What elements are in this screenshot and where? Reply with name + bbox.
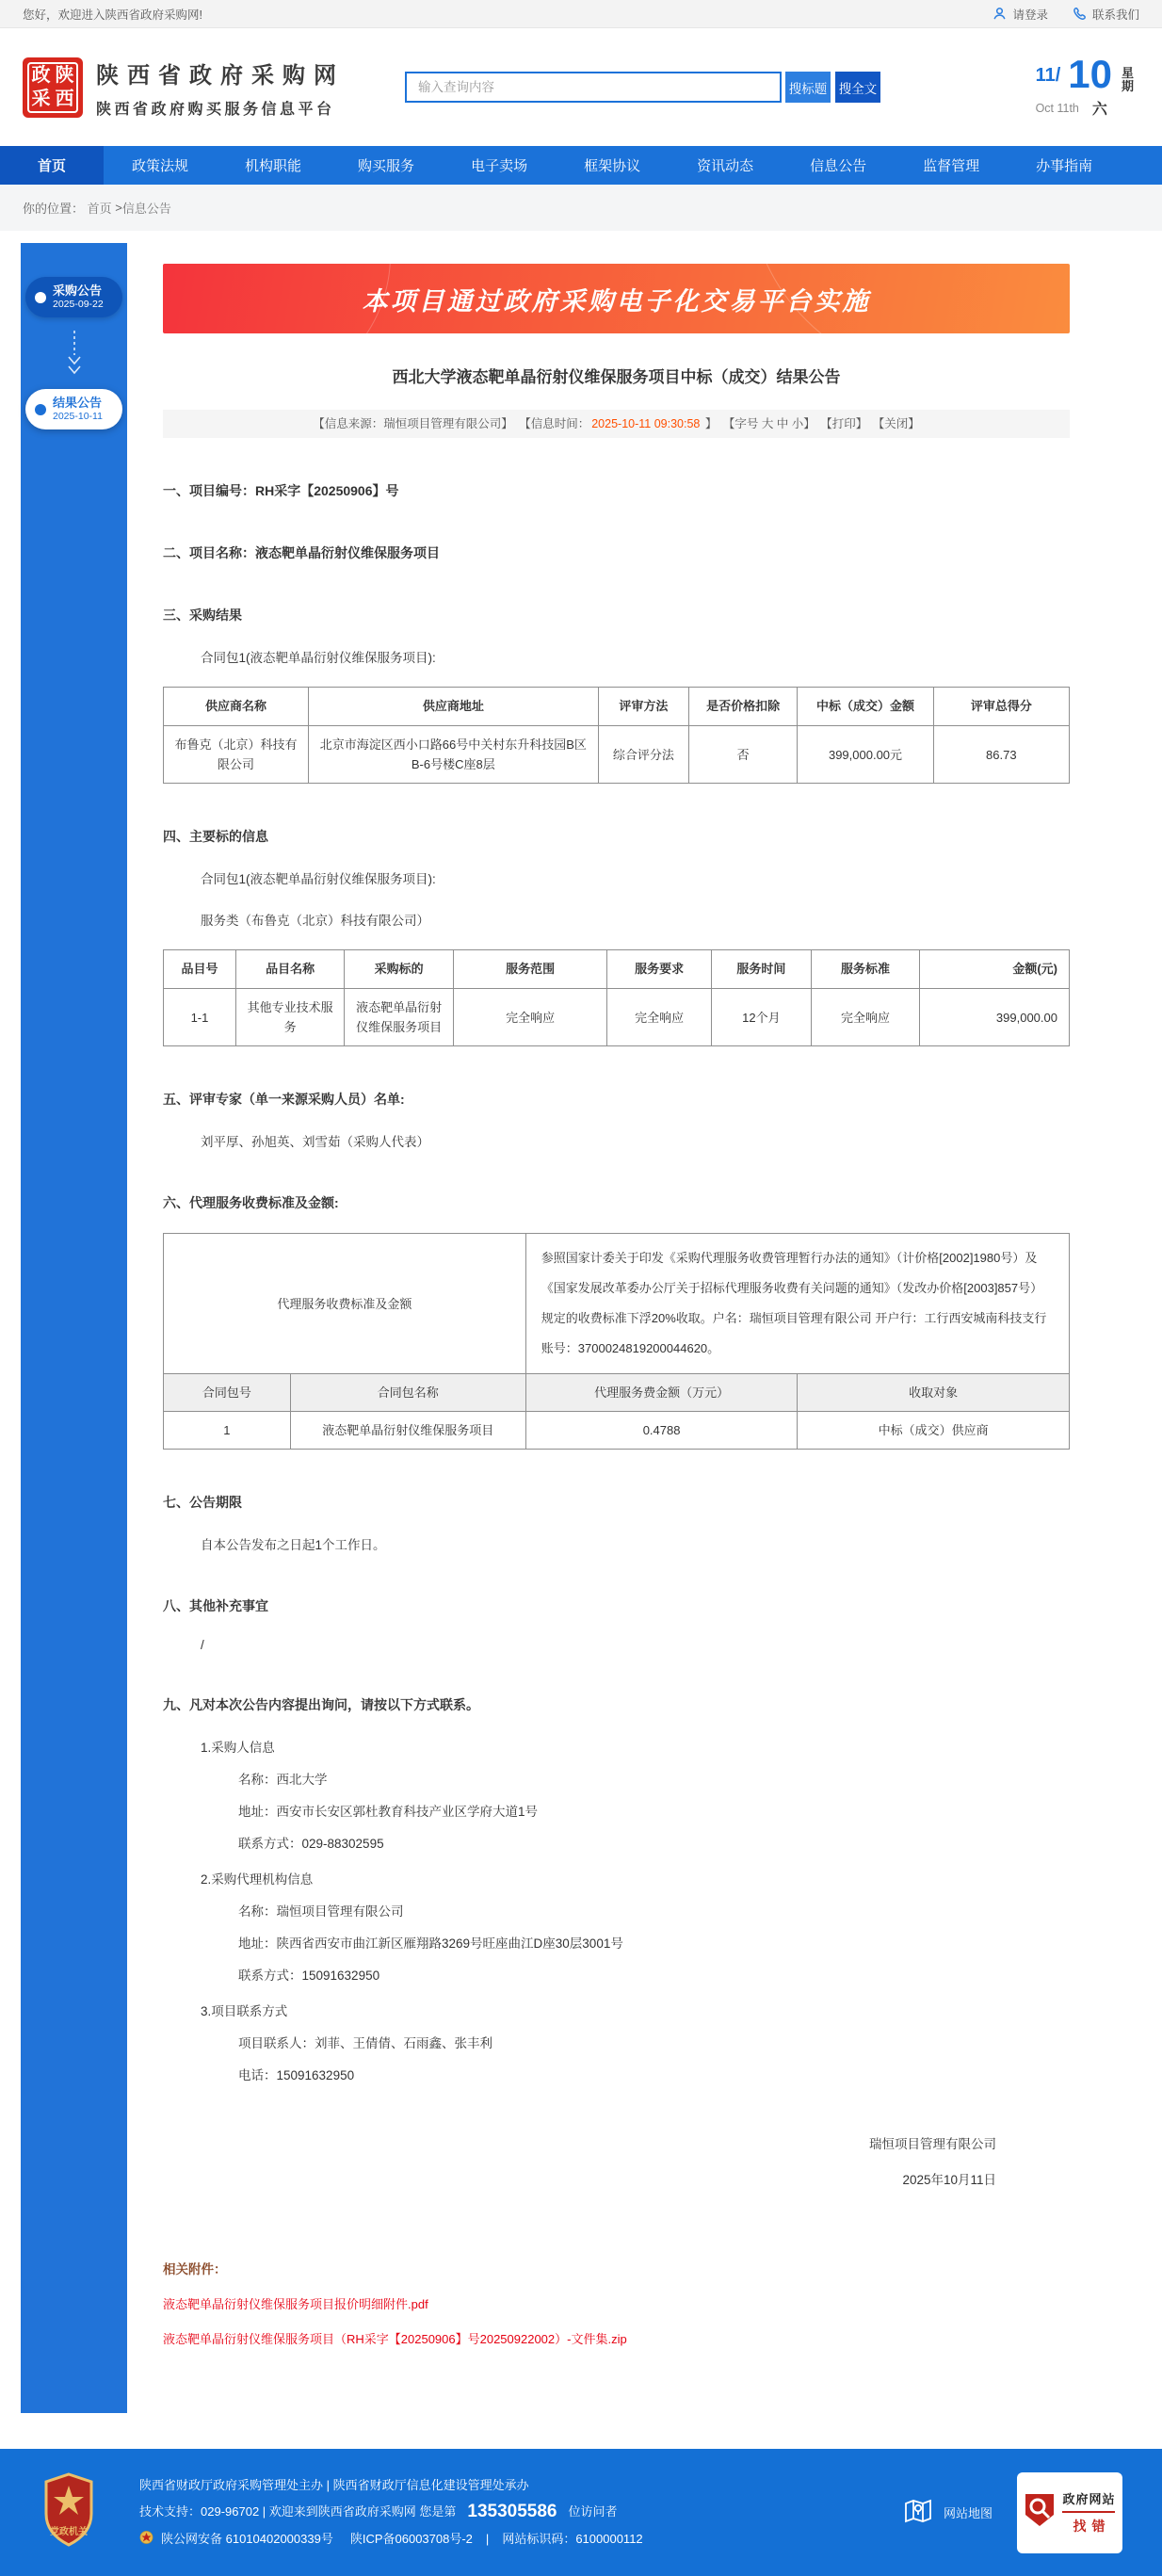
main-nav	[0, 146, 1162, 185]
section-1-project-number: 一、项目编号：RH采字【20250906】号	[163, 483, 399, 498]
fee-label-cell: 代理服务收费标准及金额	[164, 1234, 526, 1374]
section-5-heading: 五、评审专家（单一来源采购人员）名单:	[163, 1092, 405, 1107]
page-title: 西北大学液态靶单晶衍射仪维保服务项目中标（成交）结果公告	[392, 368, 841, 386]
contact-link[interactable]: 联系我们	[1073, 6, 1139, 23]
site-subtitle: 陕西省政府购买服务信息平台	[96, 101, 335, 118]
user-icon	[993, 7, 1007, 21]
footer-visitor-line: 技术支持：029-96702 | 欢迎来到陕西省政府采购网 您是第 135305586 位访问者	[139, 2501, 618, 2521]
security-badge-icon	[139, 2530, 153, 2549]
step-dot-icon	[35, 404, 46, 415]
table-header-row: 供应商名称 供应商地址 评审方法 是否价格扣除 中标（成交）金额 评审总得分	[164, 688, 1070, 726]
signature-date: 2025年10月11日	[902, 2173, 996, 2187]
project-phone: 电话：15091632950	[238, 2068, 355, 2082]
section-7-text: 自本公告发布之日起1个工作日。	[201, 1538, 386, 1552]
nav-item-guide[interactable]: 办事指南	[1036, 158, 1093, 174]
font-size-control[interactable]: 【字号 大 中 小】	[722, 417, 815, 430]
party-government-shield-icon	[40, 2472, 98, 2552]
breadcrumb: 你的位置： 首页 > 信息公告	[0, 185, 1162, 231]
signature-block	[163, 2127, 1070, 2198]
expert-names: 刘平厚、孙旭英、刘雪茹（采购人代表）	[201, 1135, 429, 1149]
print-button[interactable]: 【打印】	[820, 417, 868, 430]
nav-item-purchase-service[interactable]: 购买服务	[358, 158, 415, 174]
article-meta-bar	[163, 410, 1070, 438]
login-link[interactable]: 请登录	[993, 6, 1048, 23]
welcome-text: 您好，欢迎进入陕西省政府采购网!	[23, 8, 202, 22]
purchaser-info-heading: 1.采购人信息	[201, 1741, 275, 1755]
footer-registration-line: 陕公网安备 61010402000339号 陕ICP备06003708号-2 | 网站标识码：6100000112	[139, 2530, 643, 2549]
close-button[interactable]: 【关闭】	[872, 417, 920, 430]
footer-organizer-line: 陕西省财政厅政府采购管理处主办 | 陕西省财政厅信息化建设管理处承办	[139, 2477, 529, 2492]
search-title-button[interactable]: 搜标题	[785, 72, 831, 103]
article-content	[127, 243, 1141, 2413]
agency-name: 名称：瑞恒项目管理有限公司	[238, 1904, 404, 1919]
svg-text:党政机关: 党政机关	[50, 2527, 88, 2537]
purchaser-address: 地址：西安市长安区郭杜教育科技产业区学府大道1号	[238, 1805, 539, 1819]
purchaser-phone: 联系方式：029-88302595	[238, 1837, 384, 1851]
announcement-timeline-sidebar	[21, 243, 127, 2413]
site-header	[0, 28, 1162, 146]
table-header-row: 合同包号 合同包名称 代理服务费金额（万元） 收取对象	[164, 1374, 1070, 1412]
nav-item-e-mall[interactable]: 电子卖场	[471, 158, 528, 174]
nav-item-supervision[interactable]: 监督管理	[923, 158, 980, 174]
section-7-heading: 七、公告期限	[163, 1495, 242, 1510]
section-6-heading: 六、代理服务收费标准及金额:	[163, 1195, 339, 1210]
subject-matter-table	[163, 949, 1070, 1046]
date-widget: 11/ 10 星 期 Oct 11th 六	[1035, 52, 1134, 118]
visitor-count: 135305586	[467, 2501, 557, 2521]
fee-policy-cell: 参照国家计委关于印发《采购代理服务收费管理暂行办法的通知》（计价格[2002]1980号）及《国家发展改革委办公厅关于招标代理服务收费有关问题的通知》（发改办价格[2003]857号）规定的收费标准下浮20%收取。户名：瑞恒项目管理有限公司 开户行：工行西安城南科技支行 账号：3700024819200044620。	[525, 1234, 1069, 1374]
agency-address: 地址：陕西省西安市曲江新区雁翔路3269号旺座曲江D座30层3001号	[238, 1936, 623, 1951]
purchaser-name: 名称：西北大学	[238, 1773, 328, 1787]
attachment-link-pdf[interactable]: 液态靶单晶衍射仪维保服务项目报价明细附件.pdf	[163, 2297, 428, 2311]
magnifier-icon	[1024, 2492, 1056, 2533]
signature-org: 瑞恒项目管理有限公司	[869, 2137, 996, 2151]
attachments-label: 相关附件：	[163, 2262, 227, 2276]
section-2-project-name: 二、项目名称：液态靶单晶衍射仪维保服务项目	[163, 545, 440, 560]
search-fulltext-button[interactable]: 搜全文	[835, 72, 880, 103]
timeline-step-result-announcement[interactable]: 结果公告 2025-10-11	[25, 389, 122, 429]
nav-item-home[interactable]: 首页	[0, 146, 104, 185]
table-row: 1-1 其他专业技术服务 液态靶单晶衍射仪维保服务项目 完全响应 完全响应 12个月 完全响应 399,000.00	[164, 989, 1070, 1046]
breadcrumb-home-link[interactable]: 首页	[87, 202, 112, 216]
site-logo-seal: 政 陕 采 西	[23, 57, 83, 118]
project-contact-heading: 3.项目联系方式	[201, 2004, 288, 2018]
nav-item-policies[interactable]: 政策法规	[132, 158, 189, 174]
e-trading-platform-banner: 本项目通过政府采购电子化交易平台实施	[163, 264, 1070, 333]
section-4-package: 合同包1(液态靶单晶衍射仪维保服务项目):	[201, 872, 436, 886]
icp-number[interactable]: 陕ICP备06003708号-2	[349, 2532, 473, 2546]
nav-item-news[interactable]: 资讯动态	[697, 158, 754, 174]
section-4-heading: 四、主要标的信息	[163, 829, 268, 844]
step-dot-icon	[35, 292, 46, 303]
info-source: 【信息来源：瑞恒项目管理有限公司】	[313, 417, 513, 430]
table-header-row: 品目号 品目名称 采购标的 服务范围 服务要求 服务时间 服务标准 金额(元)	[164, 950, 1070, 989]
table-row: 1 液态靶单晶衍射仪维保服务项目 0.4788 中标（成交）供应商	[164, 1412, 1070, 1450]
site-title: 陕西省政府采购网	[96, 62, 345, 89]
section-9-heading: 九、凡对本次公告内容提出询问，请按以下方式联系。	[163, 1697, 479, 1712]
section-8-heading: 八、其他补充事宜	[163, 1598, 268, 1613]
top-bar	[0, 0, 1162, 28]
project-contacts: 项目联系人：刘菲、王倩倩、石雨鑫、张丰利	[238, 2036, 492, 2050]
attachment-link-zip[interactable]: 液态靶单晶衍射仪维保服务项目（RH采字【20250906】号20250922002）-文件集.zip	[163, 2332, 627, 2346]
section-3-package: 合同包1(液态靶单晶衍射仪维保服务项目):	[201, 651, 436, 665]
info-time: 【信息时间： 2025-10-11 09:30:58 】	[519, 417, 718, 430]
beian-number[interactable]: 陕公网安备 61010402000339号	[161, 2532, 333, 2546]
table-row: 布鲁克（北京）科技有限公司 北京市海淀区西小口路66号中关村东升科技园B区B-6号楼C座8层 综合评分法 否 399,000.00元 86.73	[164, 726, 1070, 784]
agency-fee-table	[163, 1233, 1070, 1450]
sitemap-link[interactable]: 网站地图	[902, 2495, 993, 2530]
badge-divider	[1062, 2511, 1115, 2513]
gov-website-error-report-badge[interactable]: 政府网站 找错	[1017, 2472, 1122, 2553]
agency-phone: 联系方式：15091632950	[238, 1968, 380, 1983]
nav-item-functions[interactable]: 机构职能	[245, 158, 302, 174]
breadcrumb-current-link[interactable]: 信息公告	[121, 202, 171, 216]
timeline-arrow-down-icon	[21, 317, 127, 389]
procurement-result-table	[163, 687, 1070, 784]
map-icon	[902, 2495, 934, 2530]
phone-icon	[1073, 7, 1087, 21]
search-input[interactable]	[405, 72, 782, 103]
timeline-step-purchase-announcement[interactable]: 采购公告 2025-09-22	[25, 277, 122, 317]
agency-info-heading: 2.采购代理机构信息	[201, 1872, 314, 1887]
site-code: 网站标识码：6100000112	[502, 2532, 643, 2546]
section-3-heading: 三、采购结果	[163, 608, 242, 623]
nav-item-framework[interactable]: 框架协议	[584, 158, 641, 174]
section-4-category: 服务类（布鲁克（北京）科技有限公司）	[201, 914, 429, 928]
nav-item-announcements[interactable]: 信息公告	[810, 158, 867, 174]
site-footer	[0, 2449, 1162, 2576]
table-row	[164, 1234, 1070, 1374]
attachments-section	[163, 2259, 1070, 2347]
section-8-text: /	[201, 1638, 204, 1652]
